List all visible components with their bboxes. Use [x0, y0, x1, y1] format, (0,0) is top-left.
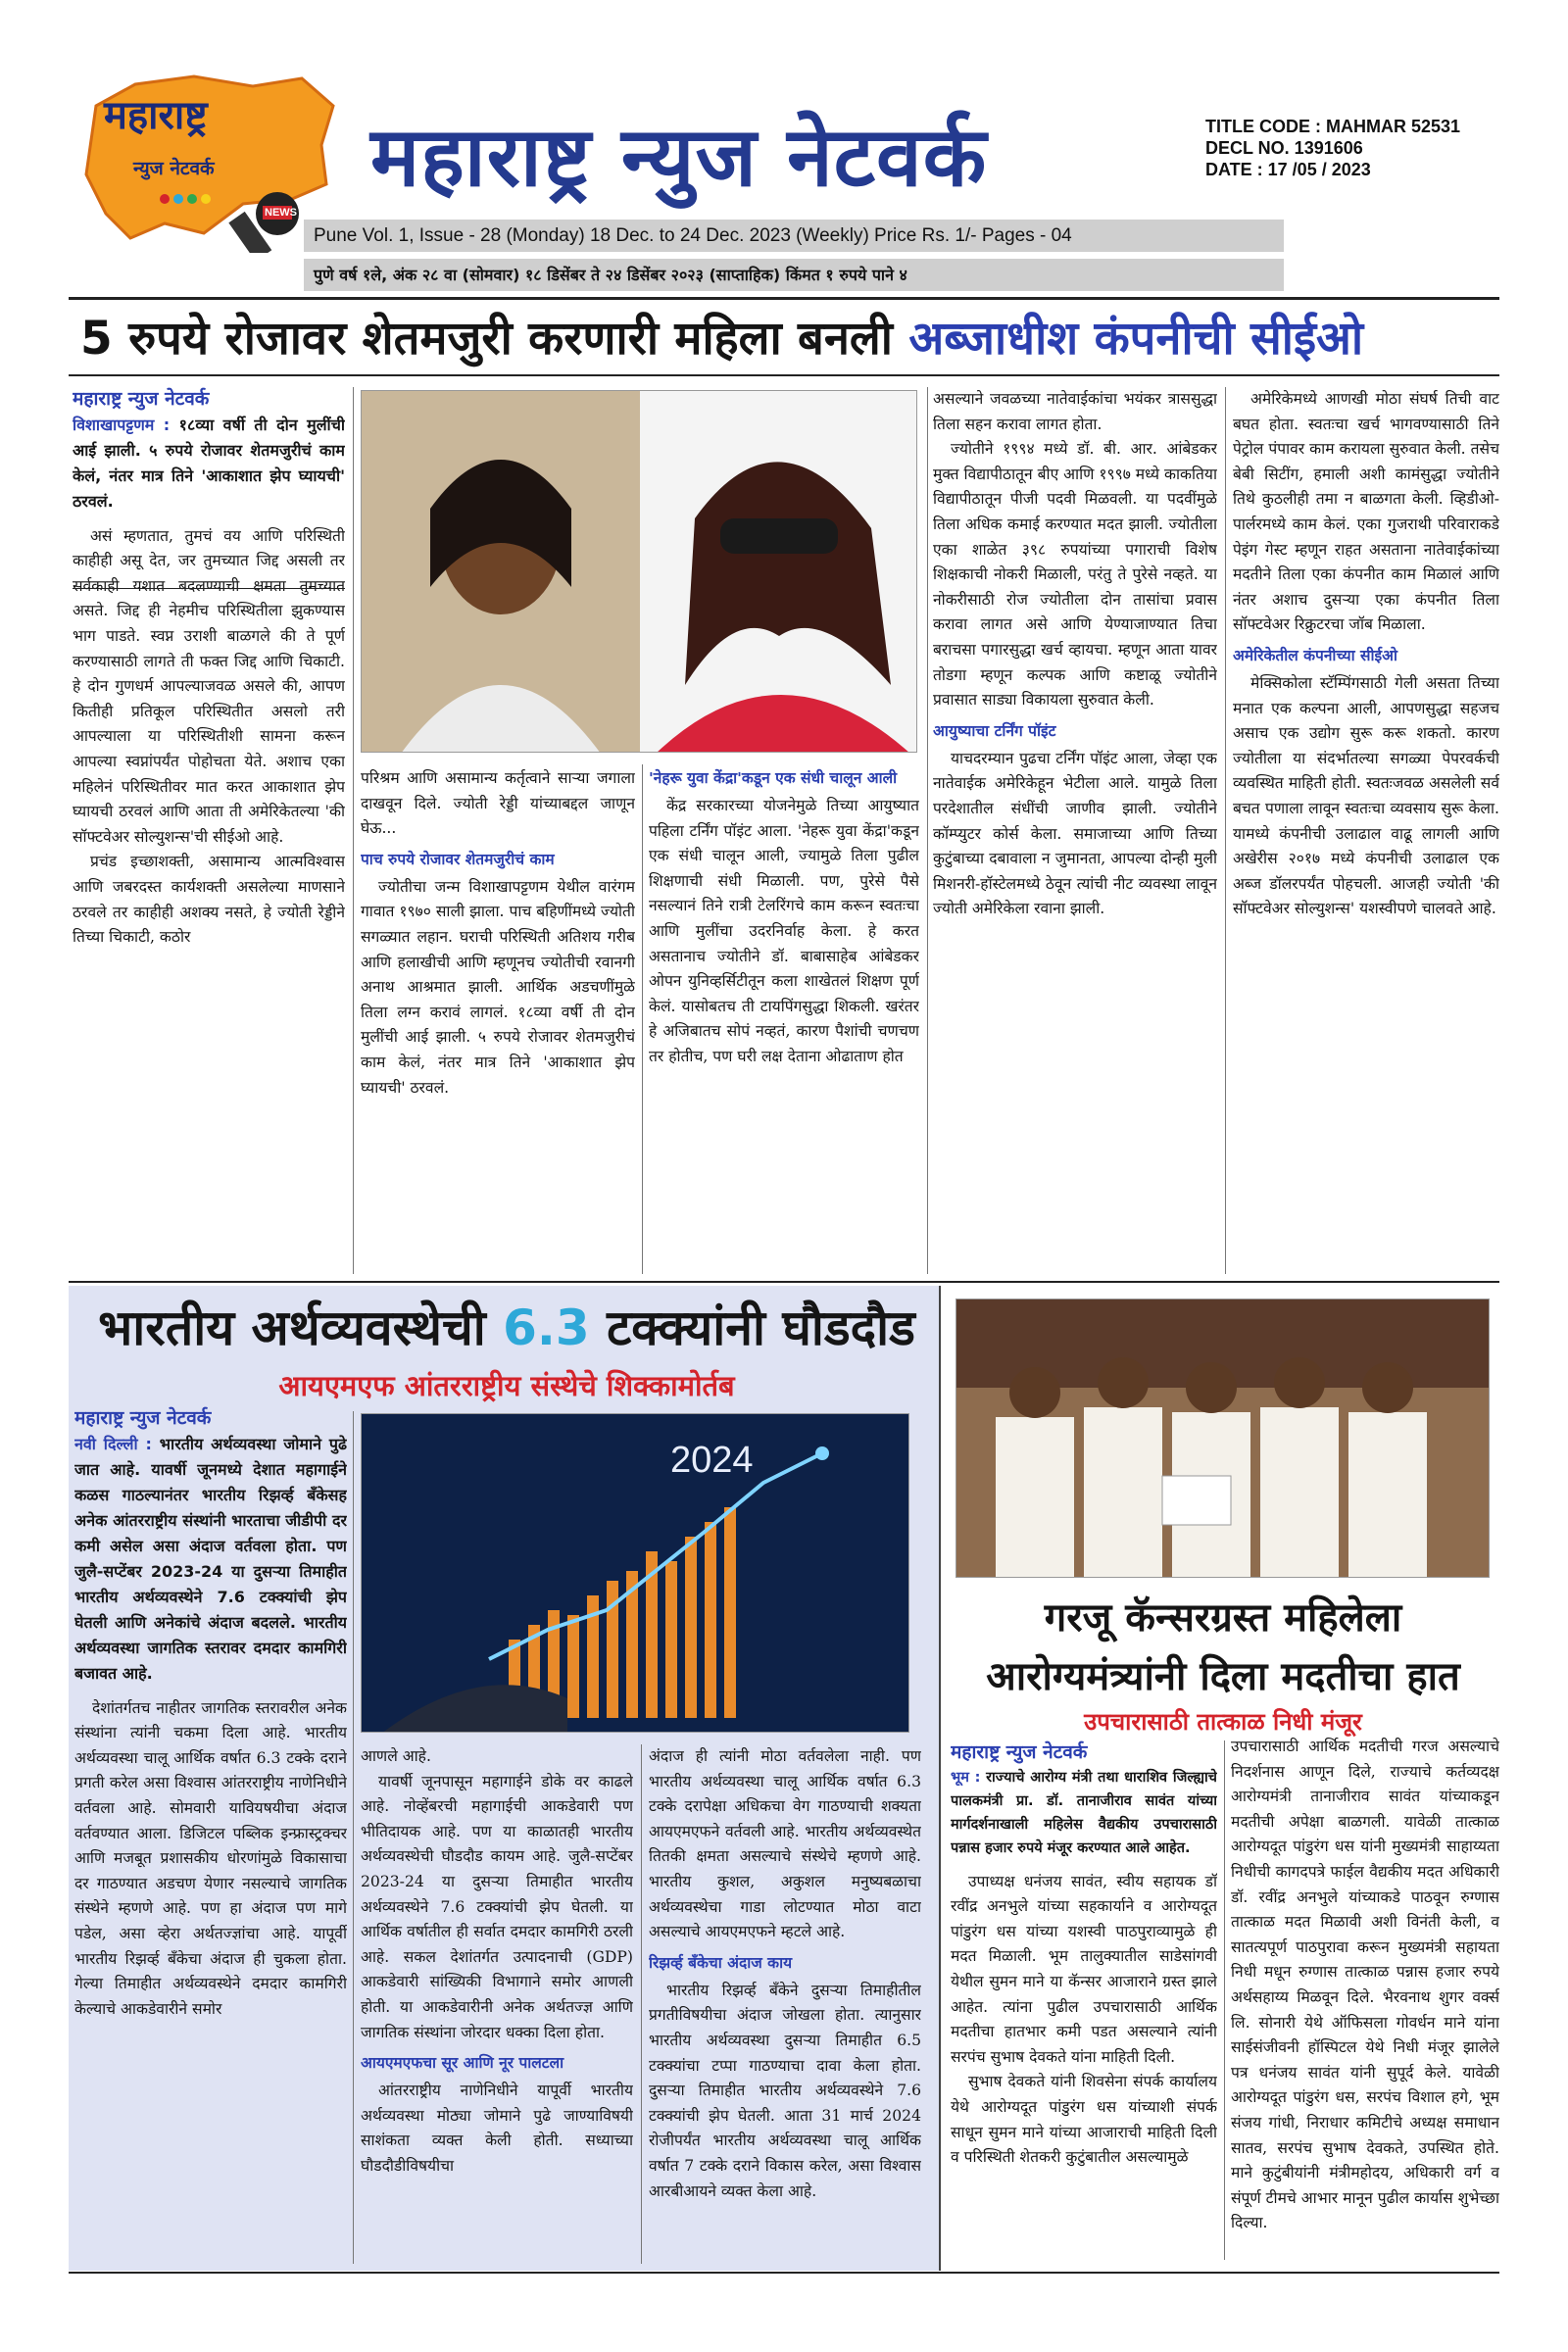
section-divider — [69, 1281, 1499, 1283]
story3-subhead: उपचारासाठी तात्काळ निधी मंजूर — [1084, 1708, 1362, 1736]
story2-byline: महाराष्ट्र न्युज नेटवर्क — [74, 1407, 212, 1429]
story1-paragraph: अमेरिकेमध्ये आणखी मोठा संघर्ष तिची वाट बघत होता. स्वतःचा खर्च भागवण्यासाठी तिने पेट्रोल पंपावर काम करायला सुरुवात केली. तसेच बेबी सिटींग, हमाली अशी कामंसुद्धा ज्योतीने तिथे कुठलीही तमा न बाळगता केली. व्हिडीओ-पार्लरमध्ये काम केलं. एका गुजराथी परिवाराकडे पेइंग गेस्ट म्हणून राहत असताना नातेवाईकांच्या मदतीने तिला एका कंपनीत काम मिळालं आणि नंतर अशाच दुसऱ्या एका कंपनीत तिला सॉफ्टवेअर रिक्रुटरचा जॉब मिळाला. — [1233, 390, 1499, 634]
registration-date: DATE : 17 /05 / 2023 — [1205, 160, 1371, 179]
story2-paragraph: देशांतर्गतच नाहीतर जागतिक स्तरावरील अनेक संस्थांना त्यांनी चकमा दिला आहे. भारतीय अर्थव्यवस्था चालू आर्थिक वर्षात 6.3 टक्के दराने प्रगती करेल असा विश्वास आंतरराष्ट्रीय नाणेनिधीने वर्तवला आहे. सोमवारी यावियषयीचा अंदाज वर्तवण्यात आला. डिजिटल पब्लिक इन्फ्रास्ट्रक्चर आणि मजबूत प्रशासकीय धोरणांमुळे विकासाचा दर गाठण्यात अडचण येणार नसल्याचे जागतिक संस्थेने म्हणणे आहे. पण हा अंदाज पण मागे पडेल, असा व्हेरा अर्थतज्ज्ञांचा आहे. यापूर्वी भारतीय रिझर्व्ह बँकेचा अंदाज ही चुकला होता. गेल्या तिमाहीत अर्थव्यवस्थेने दमदार कामगिरी केल्याचे आकडेवारीने समोर — [74, 1698, 347, 2018]
story3-paragraph: सुभाष देवकते यांनी शिवसेना संपर्क कार्यालय येथे आरोग्यदूत पांडुरंग धस यांच्याशी संपर्क साधून सुमन माने यांच्या आजाराची माहिती दिली व परिस्थिती शेतकरी कुटुंबातील असल्यामुळे — [951, 2073, 1217, 2167]
column-rule — [641, 1744, 642, 2264]
story1-lead-rule — [73, 588, 345, 589]
story1-headline-main: 5 रुपये रोजावर शेतमजुरी करणारी महिला बनली — [80, 312, 893, 366]
column-rule — [642, 764, 643, 1274]
story3-dateline: भूम : — [951, 1769, 981, 1786]
story2-subhead: आयएमएफ आंतरराष्ट्रीय संस्थेचे शिक्कामोर्तब — [278, 1369, 735, 1402]
story1-byline: महाराष्ट्र न्युज नेटवर्क — [73, 388, 210, 410]
story2-section-heading: आयएमएफचा सूर आणि नूर पालटला — [361, 2054, 564, 2073]
story1-paragraph: ज्योतीचा जन्म विशाखापट्टणम येथील वारंगम गावात १९७० साली झाला. पाच बहिणींमध्ये ज्योती सगळ्यात लहान. घराची परिस्थिती अतिशय गरीब आणि हलाखीची आणि म्हणूनच ज्योतीची रवानगी अनाथ आश्रमात झाली. आर्थिक अडचणींमुळे तिला लग्न करावं लागलं. १८व्या वर्षी ती दोन मुलींची आई झाली. ५ रुपये रोजावर शेतमजुरीचं काम केलं, नंतर मात्र तिने 'आकाशात झेप घ्यायची' ठरवलं. — [361, 877, 635, 1097]
story3-paragraph: उपाध्यक्ष धनंजय सावंत, स्वीय सहायक डॉ रवींद्र अनभुले यांच्या सहकार्याने व आरोग्यदूत पांडुरंग धस यांच्या यशस्वी पाठपुराव्यामुळे ही मदत मिळाली. भूम तालुक्यातील साडेसांगवी येथील सुमन माने या कॅन्सर आजाराने ग्रस्त झाले आहेत. त्यांना पुढील उपचारासाठी आर्थिक मदतीचा हातभार कमी पडत असल्याने त्यांनी सरपंच सुभाष देवकते यांना माहिती दिली. — [951, 1872, 1217, 2066]
story2-dateline: नवी दिल्ली : — [74, 1434, 152, 1453]
story2-headline-part2: टक्क्यांनी घौडदौड — [589, 1299, 915, 1356]
column-rule — [353, 1411, 354, 2264]
title-code: TITLE CODE : MAHMAR 52531 — [1205, 117, 1461, 136]
story1-dateline: विशाखापट्टणम : — [73, 415, 171, 434]
story2-headline — [80, 1292, 933, 1364]
story2-paragraph: अंदाज ही त्यांनी मोठा वर्तवलेला नाही. पण भारतीय अर्थव्यवस्था चालू आर्थिक वर्षात 6.3 टक्के दरापेक्षा अधिकचा वेग गाठण्याची शक्यता आयएमएफने वर्तवली आहे. भारतीय अर्थव्यवस्थेत तितकी क्षमता असल्याचे संस्थेचे म्हणणे आहे. भारतीय कुशल, अकुशल मनुष्यबळाचा अर्थव्यवस्थेचा गाडा लोटण्यात मोठा वाटा असल्याचे आयएमएफने म्हटले आहे. — [649, 1747, 921, 1941]
story1-paragraph: केंद्र सरकारच्या योजनेमुळे तिच्या आयुष्यात पहिला टर्निंग पॉइंट आला. 'नेहरू युवा केंद्रा'कडून एक संधी चालून आली, ज्यामुळे तिला पुढील शिक्षणाची संधी मिळाली. पण, पुरेसे पैसे नसल्यानं तिने रात्री टेलरिंगचे काम करून स्वतःचा आणि मुलींचा उदरनिर्वाह केला. हे करत असतानाच ज्योतीने डॉ. बाबासाहेब आंबेडकर ओपन युनिव्हर्सिटीतून कला शाखेतलं शिक्षण पूर्ण केलं. यासोबतच ती टायपिंगसुद्धा शिकली. खरंतर हे अजिबातच सोपं नव्हतं, कारण पैशांची चणचण तर होतीच, पण घरी लक्ष देताना ओढाताण होत — [649, 797, 919, 1065]
story1-paragraph: ज्योतीने १९९४ मध्ये डॉ. बी. आर. आंबेडकर मुक्त विद्यापीठातून बीए आणि १९९७ मध्ये काकतिया विद्यापीठातून पीजी पदवी मिळवली. या पदवींमुळे तिला अधिक कमाई करण्यात मदत झाली. ज्योतीला एका शाळेत ३९८ रुपयांच्या पगाराची विशेष शिक्षकाची नोकरी मिळाली, परंतु ते पुरेसे नव्हते. या नोकरीसाठी रोज ज्योतीला दोन तासांचा प्रवास करावा लागत असे आणि येण्याजाण्यात तिचा बराचसा पगारसुद्धा खर्च व्हायचा. म्हणून आता यावर तोडगा म्हणून कल्पक आणि कष्टाळू ज्योतीने प्रवासात साड्या विकायला सुरुवात केली. — [933, 440, 1217, 710]
logo-mic-label: NEWS — [265, 207, 297, 219]
story1-paragraph: मेक्सिकोला स्टॅम्पिंगसाठी गेली असता तिच्या मनात एक कल्पना आली, आपणसुद्धा सहजच असाच एक उद्योग सुरू करू शकतो. कारण ज्योतीला या संदर्भातल्या सगळ्या पेपरवर्कची व्यवस्थित माहिती होती. स्वतःजवळ असलेली सर्व बचत पणाला लावून स्वतःचा व्यवसाय सुरू केला. यामध्ये कंपनीची उलाढाल वाढू लागली आणि अखेरीस २०१७ मध्ये कंपनीची उलाढाल एक अब्ज डॉलरपर्यंत पोहचली. आजही ज्योती 'की सॉफ्टवेअर सोल्युशन्स' यशस्वीपणे चालवते आहे. — [1233, 673, 1499, 918]
story1-headline-rule — [69, 374, 1499, 376]
story1-subhead: 'नेहरू युवा केंद्रा'कडून एक संधी चालून आली — [649, 769, 898, 787]
story1-headline-accent: अब्जाधीश कंपनीची सीईओ — [908, 312, 1364, 366]
story1-subhead: अमेरिकेतील कंपनीच्या सीईओ — [1233, 646, 1397, 664]
page-bottom-rule — [69, 2272, 1499, 2274]
story2-section-heading: रिझर्व्ह बँकेचा अंदाज काय — [649, 1953, 793, 1972]
story3-headline-line2: आरोग्यमंत्र्यांनी दिला मदतीचा हात — [986, 1654, 1460, 1699]
story2-paragraph: यावर्षी जूनपासून महागाईने डोके वर काढले आहे. नोव्हेंबरची महागाईची आकडेवारी पण भीतिदायक आहे. पण या काळातही भारतीय अर्थव्यवस्थेची घौडदौड कायम आहे. जुलै-सप्टेंबर 2023-24 या दुसऱ्या तिमाहीत भारतीय अर्थव्यवस्थेने 7.6 टक्क्यांची झेप घेतली. या आर्थिक वर्षातील ही सर्वात दमदार कामगिरी ठरली आहे. सकल देशांतर्गत उत्पादनाची (GDP) आकडेवारी सांख्यिकी विभागाने समोर आणली होती. या आकडेवारीनी अनेक अर्थतज्ज्ञ आणि जागतिक संस्थांना जोरदार धक्का दिला होता. — [361, 1772, 633, 2041]
story3-byline: महाराष्ट्र न्युज नेटवर्क — [951, 1741, 1088, 1763]
growth-bar-chart-icon — [362, 1414, 909, 1733]
story1-photo — [361, 390, 917, 753]
section-rule — [939, 1286, 941, 2271]
column-rule — [1225, 387, 1226, 1274]
story3-headline-line1: गरजू कॅन्सरग्रस्त महिलेला — [1044, 1595, 1402, 1641]
story3-column-1 — [951, 1740, 1217, 2260]
title-code-block — [1205, 116, 1539, 180]
story1-column-1 — [73, 387, 345, 1279]
column-rule — [353, 387, 354, 1274]
story2-headline-part1: भारतीय अर्थव्यवस्थेची — [98, 1299, 504, 1356]
story1-subhead: आयुष्याचा टर्निंग पॉइंट — [933, 721, 1056, 740]
story2-column-3 — [649, 1744, 921, 2259]
story1-paragraph: प्रचंड इच्छाशक्ती, असामान्य आत्मविश्वास आणि जबरदस्त कार्यशक्ती असलेल्या माणसाने ठरवले तर काहीही अशक्य नसते, हे ज्योती रेड्डीने तिच्या चिकाटी, कठोर — [73, 853, 345, 947]
newspaper-logo — [76, 67, 341, 253]
story1-column-3 — [649, 766, 919, 1276]
story1-column-2 — [361, 766, 635, 1276]
story2-column-2 — [361, 1744, 633, 2259]
story1-paragraph: याचदरम्यान पुढचा टर्निंग पॉइंट आला, जेव्हा एक नातेवाईक अमेरिकेहून भेटीला आले. यामुळे तिला परदेशातील संधींची जाणीव झाली. ज्योतीने कॉम्प्युटर कोर्स केला. समाजाच्या आणि तिच्या कुटुंबाच्या दबावाला न जुमानता, आपल्या दोन्ही मुली मिशनरी-हॉस्टेलमध्ये ठेवून त्यांची नीट व्यवस्था लावून ज्योती अमेरिकेला रवाना झाली. — [933, 749, 1217, 918]
story3-photo — [956, 1298, 1490, 1578]
issue-bar-english: Pune Vol. 1, Issue - 28 (Monday) 18 Dec. to 24 Dec. 2023 (Weekly) Price Rs. 1/- Pages - 04 — [304, 220, 1284, 252]
column-rule — [927, 387, 928, 1274]
story2-headline-number: 6.3 — [503, 1299, 590, 1356]
story1-column-5 — [1233, 387, 1499, 1274]
story1-paragraph: असं म्हणतात, तुमचं वय आणि परिस्थिती काहीही असू देत, जर तुमच्यात जिद्द असली तर सर्वकाही यशात बदलण्याची क्षमता तुमच्यात असते. जिद्द ही नेहमीच परिस्थितीला झुकण्यास भाग पाडते. स्वप्न उराशी बाळगले की ते पूर्ण करण्यासाठी लागते ती फक्त जिद्द आणि चिकाटी. हे दोन गुणधर्म आपल्याजवळ असले की, आपण कितीही प्रतिकूल परिस्थितीत असलो तरी आपल्याला या परिस्थितीशी सामना करून आपल्या स्वप्नांपर्यंत पोहोचता येते. अशाच एका महिलेनं परिस्थितीवर मात करत आकाशात झेप घ्यायची ठरवलं आणि आता ती अमेरिकेतल्या 'की सॉफ्टवेअर सोल्युशन्स'ची सीईओ आहे. — [73, 526, 345, 846]
group-handing-letter-photo-icon — [956, 1299, 1490, 1578]
column-rule — [1224, 1740, 1225, 2260]
issue-bar-marathi: पुणे वर्ष १ले, अंक २८ वा (सोमवार) १८ डिसेंबर ते २४ डिसेंबर २०२३ (साप्ताहिक) किंमत १ रुपये पाने ४ — [304, 259, 1284, 291]
chart-year-label: 2024 — [670, 1440, 754, 1481]
story1-lead-text: १८व्या वर्षी ती दोन मुलींची आई झाली. ५ रुपये रोजावर शेतमजुरीचं काम केलं, नंतर मात्र तिने 'आकाशात झेप घ्यायची' ठरवलं. — [73, 415, 345, 511]
logo-title: महाराष्ट्र — [104, 93, 208, 138]
story2-paragraph: आंतरराष्ट्रीय नाणेनिधीने यापूर्वी भारतीय अर्थव्यवस्था मोठ्या जोमाने पुढे जाण्याविषयी साशंकता व्यक्त केली होती. सध्याच्या घौडदौडीविषयीचा — [361, 2082, 633, 2175]
story2-lead-text: भारतीय अर्थव्यवस्था जोमाने पुढे जात आहे. यावर्षी जूनमध्ये देशात महागाईने कळस गाठल्यानंतर भारतीय रिझर्व्ह बँकेसह अनेक आंतरराष्ट्रीय संस्थांनी भारताचा जीडीपी दर कमी असेल असा अंदाज वर्तवला होता. पण जुलै-सप्टेंबर 2023-24 या दुसऱ्या तिमाहीत भारतीय अर्थव्यवस्थेने 7.6 टक्क्यांची झेप घेतली आणि अनेकांचे अंदाज बदलले. भारतीय अर्थव्यवस्था जागतिक स्तरावर दमदार कामगिरी बजावत आहे. — [74, 1434, 347, 1683]
story2-lead — [74, 1432, 347, 1687]
story1-lead — [73, 413, 345, 514]
story1-column-4 — [933, 387, 1217, 1274]
story2-paragraph: भारतीय रिझर्व्ह बँकेने दुसऱ्या तिमाहीतील प्रगतीविषयीचा अंदाज जोखला होता. त्यानुसार भारतीय अर्थव्यवस्था दुसऱ्या तिमाहीत 6.5 टक्क्यांचा टप्पा गाठण्याचा दावा केला होता. दुसऱ्या तिमाहीत भारतीय अर्थव्यवस्थेने 7.6 टक्क्यांची झेप घेतली. आता 31 मार्च 2024 रोजीपर्यंत भारतीय अर्थव्यवस्था चालू आर्थिक वर्षात 7 टक्के दराने विकास करेल, असा विश्वास आरबीआयने व्यक्त केला आहे. — [649, 1981, 921, 2200]
story1-paragraph: परिश्रम आणि असामान्य कर्तृत्वाने साऱ्या जगाला दाखवून दिले. ज्योती रेड्डी यांच्याबद्दल जाणून घेऊ... — [361, 769, 635, 838]
ceo-then-and-now-photo-icon — [362, 391, 917, 753]
economy-growth-image — [361, 1413, 909, 1733]
story1-headline — [80, 306, 1521, 372]
header-divider — [69, 297, 1499, 300]
story3-lead — [951, 1766, 1217, 1860]
masthead-title: महाराष्ट्र न्युज नेटवर्क — [370, 109, 988, 205]
story1-subhead: पाच रुपये रोजावर शेतमजुरीचं काम — [361, 850, 555, 868]
story2-column-1 — [74, 1406, 347, 2259]
decl-number: DECL NO. 1391606 — [1205, 138, 1363, 158]
story2-paragraph: आणले आहे. — [361, 1747, 431, 1765]
story3-lead-text: राज्याचे आरोग्य मंत्री तथा धाराशिव जिल्ह्याचे पालकमंत्री प्रा. डॉ. तानाजीराव सावंत यांच्या मार्गदर्शनाखाली महिलेस वैद्यकीय उपचारासाठी पन्नास हजार रुपये मंजूर करण्यात आले आहेत. — [951, 1769, 1217, 1856]
logo-subtitle: न्युज नेटवर्क — [133, 158, 215, 179]
story1-paragraph: असल्याने जवळच्या नातेवाईकांचा भयंकर त्राससुद्धा तिला सहन करावा लागत होता. — [933, 390, 1217, 433]
story3-column-2 — [1231, 1735, 1499, 2264]
story3-paragraph: उपचारासाठी आर्थिक मदतीची गरज असल्याचे निदर्शनास आणून दिले, राज्याचे कर्तव्यदक्ष आरोग्यमंत्री तानाजीराव सावंत यांच्याकडून मदतीची अपेक्षा बाळगली. यावेळी तात्काळ आरोग्यदूत पांडुरंग धस यांनी मुख्यमंत्री साहाय्यता निधीची कागदपत्रे फाईल वैद्यकीय मदत अधिकारी डॉ. रवींद्र अनभुले यांच्याकडे पाठवून रुग्णास तात्काळ मदत मिळावी अशी विनंती केली, व सातत्यपूर्ण पाठपुरावा करून मुख्यमंत्री सहायता निधी मधून रुग्णास तात्काळ पन्नास हजार रुपये अर्थसहाय्य मिळवून दिले. भैरवनाथ शुगर वर्क्स लि. सोनारी येथे ऑफिसला गोवर्धन माने यांना साईसंजीवनी हॉस्पिटल येथे निधी मंजूर झालेले पत्र धनंजय सावंत यांनी सुपूर्द केले. यावेळी आरोग्यदूत पांडुरंग धस, सरपंच विशाल हगे, भूम संजय गांधी, निराधार कमिटीचे अध्यक्ष समाधान सातव, सरपंच सुभाष देवकते, उपस्थित होते. माने कुटुंबीयांनी मंत्रीमहोदय, अधिकारी वर्ग व संपूर्ण टीमचे आभार मानून पुढील कार्यास शुभेच्छा दिल्या. — [1231, 1738, 1499, 2232]
